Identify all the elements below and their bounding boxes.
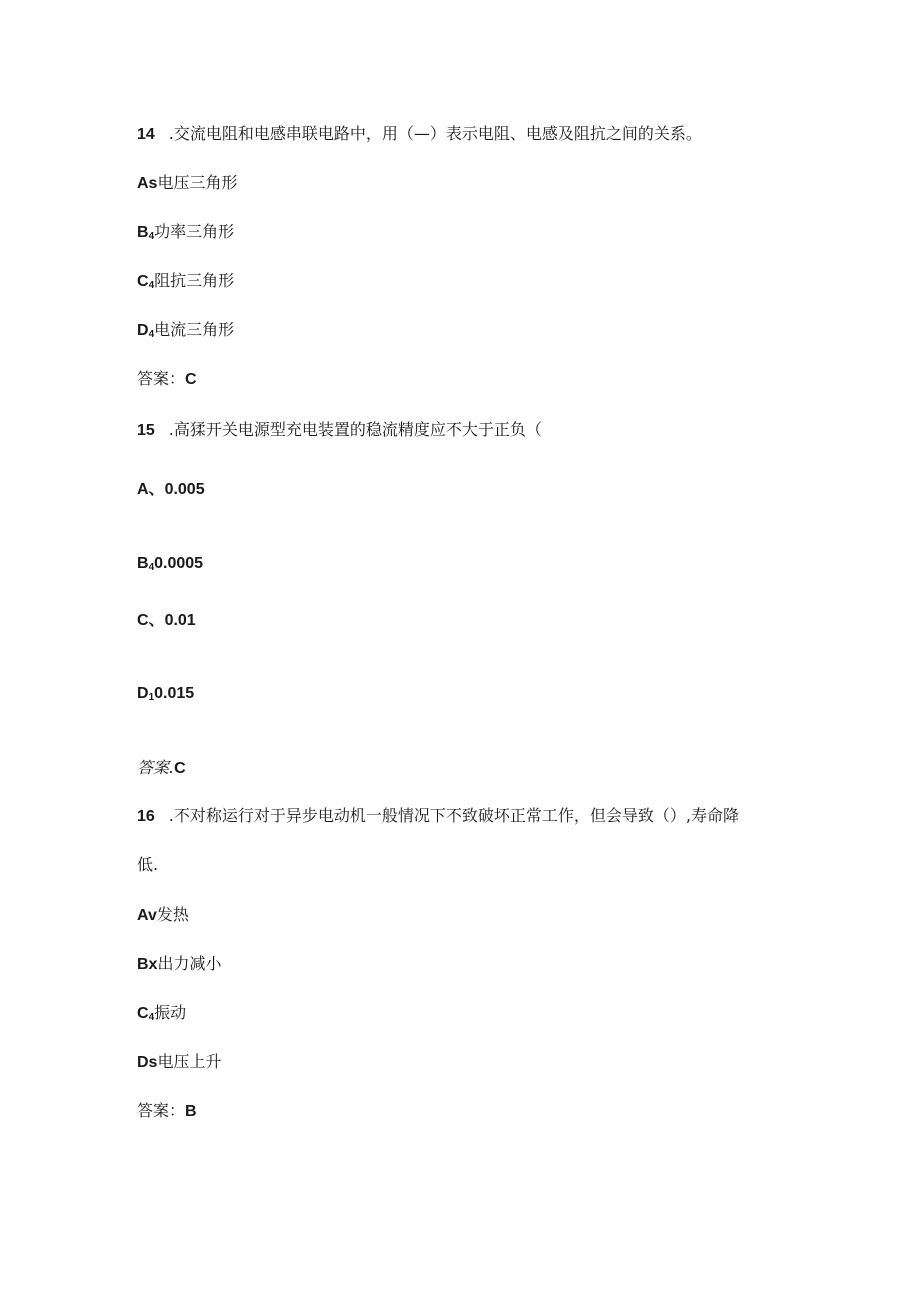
option-label: A、 (137, 481, 165, 498)
option-text: 0.01 (164, 612, 196, 629)
option-text: 电压三角形 (157, 173, 238, 192)
question-14 (137, 124, 702, 145)
option-text: 0.015 (154, 685, 195, 702)
question-text-cont: 低. (137, 855, 159, 874)
question-text: .不对称运行对于异步电动机一般情况下不致破坏正常工作，但会导致（）,寿命降 (168, 806, 739, 825)
question-16-continuation (137, 855, 158, 875)
option-label: As (137, 175, 158, 192)
option-text: 0.0005 (154, 555, 204, 572)
question-15 (137, 420, 542, 441)
option-c (137, 1003, 186, 1028)
option-label: $D_4$ (137, 322, 155, 340)
answer-label: 答案. (137, 758, 175, 777)
option-d (137, 683, 194, 708)
option-label: C、 (137, 612, 165, 629)
option-text: 功率三角形 (154, 222, 235, 241)
question-text: .交流电阻和电感串联电路中，用（—）表示电阻、电感及阻抗之间的关系。 (168, 124, 702, 143)
option-label: $B_4$ (137, 555, 155, 573)
answer-14 (137, 369, 197, 390)
answer-label: 答案： (137, 1101, 186, 1120)
option-label: Ds (137, 1054, 158, 1071)
option-d (137, 1052, 221, 1073)
option-label: $C_4$ (137, 1005, 155, 1023)
option-b (137, 222, 234, 247)
option-label: $D_1$ (137, 685, 155, 703)
option-label: Bx (137, 956, 158, 973)
option-label: $B_4$ (137, 224, 155, 242)
question-text: .高猱开关电源型充电装置的稳流精度应不大于正负（ (168, 420, 542, 439)
option-b (137, 553, 203, 578)
option-a (137, 905, 189, 926)
question-number: 14 (137, 126, 155, 143)
answer-value: C (174, 760, 186, 777)
option-text: 出力减小 (157, 954, 222, 973)
option-a (137, 479, 205, 500)
option-text: 振动 (154, 1003, 187, 1022)
answer-15 (137, 758, 186, 779)
option-text: 电压上升 (157, 1052, 222, 1071)
question-number: 16 (137, 808, 155, 825)
option-d (137, 320, 234, 345)
option-b (137, 954, 221, 975)
option-label: $C_4$ (137, 273, 155, 291)
answer-label: 答案： (137, 369, 186, 388)
option-text: 0.005 (164, 481, 205, 498)
option-text: 阻抗三角形 (154, 271, 235, 290)
option-a (137, 173, 237, 194)
answer-16 (137, 1101, 197, 1122)
answer-value: C (185, 371, 197, 388)
question-16 (137, 806, 739, 827)
option-text: 电流三角形 (154, 320, 235, 339)
answer-value: B (185, 1103, 197, 1120)
option-c (137, 610, 196, 631)
option-label: Av (137, 907, 157, 924)
question-number: 15 (137, 422, 155, 439)
option-text: 发热 (156, 905, 189, 924)
option-c (137, 271, 234, 296)
